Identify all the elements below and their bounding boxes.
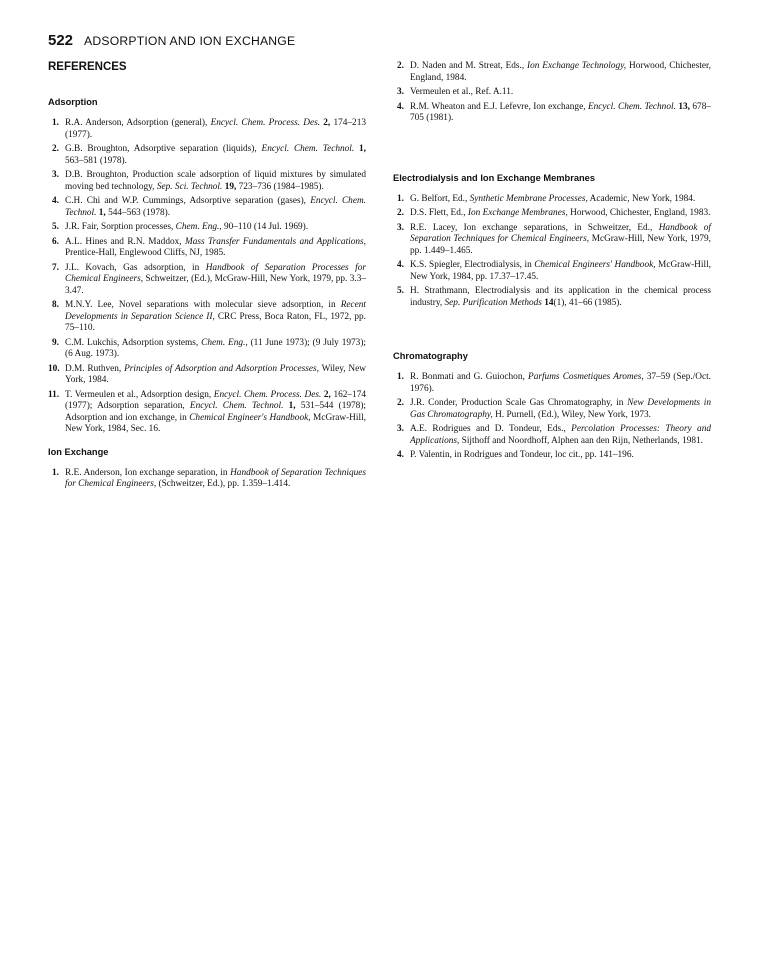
reference-item [393, 223, 711, 258]
reference-item [48, 170, 366, 193]
reference-title: Sep. Purification Methods [444, 297, 542, 308]
reference-item [48, 237, 366, 260]
reference-text: (11 June 1973); (9 July 1973); (6 Aug. 1973). [65, 337, 366, 359]
reference-number: 3. [397, 424, 404, 434]
reference-number: 3. [397, 222, 404, 233]
reference-text: McGraw-Hill, New York, 1984, pp. 17.37–17.45. [410, 260, 711, 282]
reference-text: A.E. Rodrigues and D. Tondeur, Eds., [410, 424, 572, 434]
reference-item [393, 87, 711, 99]
reference-number: 2. [397, 398, 404, 408]
reference-number: 1. [52, 467, 59, 478]
reference-text: C.M. Lukchis, Adsorption systems, [65, 337, 202, 348]
reference-number: 2. [397, 61, 404, 71]
reference-text: 544–563 (1978). [105, 207, 171, 218]
reference-text: H. Purnell, (Ed.), Wiley, New York, 1973. [492, 409, 652, 420]
reference-title: Parfums Cosmetiques Aromes, [528, 372, 644, 382]
reference-text: (Schweitzer, Ed.), pp. 1.359–1.414. [156, 479, 291, 489]
reference-text: R.M. Wheaton and E.J. Lefevre, Ion exchange, [410, 101, 588, 112]
reference-item [48, 390, 366, 436]
reference-item [393, 102, 711, 125]
reference-title: Encycl. Chem. Technol. [189, 401, 284, 411]
reference-item [48, 196, 366, 219]
reference-text: McGraw-Hill, New York, 1979, pp. 1.449–1.465. [410, 234, 711, 256]
reference-text: Horwood, Chichester, England, 1984. [410, 61, 711, 83]
left-column [48, 61, 366, 494]
reference-number: 1. [397, 193, 404, 204]
reference-text: R. Bonmati and G. Guiochon, [410, 372, 529, 382]
reference-number: 4. [52, 196, 59, 206]
references-heading: REFERENCES [48, 61, 127, 73]
reference-text: H. Strathmann, Electrodialysis and its application in the chemical process industry, [410, 286, 711, 308]
reference-item [48, 468, 366, 491]
reference-item [48, 338, 366, 361]
reference-item [393, 194, 711, 206]
reference-volume: 1, [359, 144, 366, 154]
reference-text: D.S. Flett, Ed., [410, 208, 468, 218]
reference-number: 3. [52, 170, 59, 180]
reference-text: Vermeulen et al., Ref. A.11. [410, 87, 514, 97]
reference-title: Mass Transfer Fundamentals and Applications, [184, 236, 366, 247]
running-head [48, 32, 295, 50]
reference-text: 90–110 (14 Jul. 1969). [221, 222, 309, 232]
reference-title: Handbook of Separation Techniques for Chemical Engineers, [410, 222, 711, 244]
reference-text: 37–59 (Sep./Oct. 1976). [410, 372, 711, 394]
reference-number: 5. [52, 222, 59, 232]
reference-title: Encycl. Chem. Technol. [261, 144, 355, 154]
reference-volume: 19, [224, 181, 237, 192]
reference-text: D.B. Broughton, Production scale adsorption of liquid mixtures by simulated moving bed technology, [65, 170, 366, 192]
reference-item [393, 61, 711, 84]
reference-volume: 2, [323, 118, 331, 128]
reference-text: K.S. Spiegler, Electrodialysis, in [410, 260, 535, 270]
reference-item [393, 208, 711, 220]
section-heading-electrodialysis: Electrodialysis and Ion Exchange Membranes [393, 172, 596, 183]
reference-text: T. Vermeulen et al., Adsorption design, [65, 389, 214, 400]
reference-text: Schweitzer, (Ed.), McGraw-Hill, New York, 1979, pp. 3.3–3.47. [65, 274, 366, 296]
ion-exchange-reference-list-continued [393, 61, 711, 125]
reference-number: 10. [48, 363, 60, 374]
reference-number: 7. [52, 262, 59, 273]
reference-title: Ion Exchange Membranes, [467, 208, 568, 218]
right-column [393, 61, 711, 465]
reference-title: Encycl. Chem. Process. Des. [213, 389, 322, 400]
reference-text: CRC Press, Boca Raton, FL, 1972, pp. 75–110. [65, 311, 366, 333]
reference-text: C.H. Chi and W.P. Cummings, Adsorptive separation (gases), [65, 196, 311, 206]
reference-text: J.L. Kovach, Gas adsorption, in [65, 262, 206, 273]
reference-text: Prentice-Hall, Englewood Cliffs, NJ, 1985. [65, 248, 226, 258]
reference-number: 4. [397, 450, 404, 460]
reference-text: P. Valentin, in Rodrigues and Tondeur, loc cit., pp. 141–196. [410, 450, 634, 460]
reference-text: D. Naden and M. Streat, Eds., [410, 61, 528, 71]
reference-text: (1), 41–66 (1985). [553, 297, 622, 308]
reference-item [393, 450, 711, 462]
reference-number: 1. [52, 118, 59, 128]
ion-exchange-reference-list [48, 468, 366, 491]
reference-title: New Developments in Gas Chromatography, [410, 398, 711, 420]
reference-number: 3. [397, 87, 404, 97]
reference-text: Horwood, Chichester, England, 1983. [567, 208, 711, 218]
reference-text: A.L. Hines and R.N. Maddox, [65, 236, 185, 247]
reference-text: 563–581 (1978). [65, 155, 127, 166]
reference-number: 1. [397, 372, 404, 382]
chromatography-reference-list [393, 372, 711, 462]
reference-text: R.E. Lacey, Ion exchange separations, in Schweitzer, Ed., [410, 222, 659, 233]
reference-text: 174–213 (1977). [65, 118, 367, 140]
reference-volume: 1, [98, 207, 106, 218]
section-heading-adsorption: Adsorption [48, 97, 98, 107]
reference-item [48, 263, 366, 298]
reference-text: 162–174 (1977); Adsorption separation, [65, 389, 366, 411]
reference-title: Recent Developments in Separation Science II, [65, 300, 366, 322]
reference-text: J.R. Conder, Production Scale Gas Chromatography, in [410, 398, 628, 408]
reference-item [48, 118, 366, 141]
reference-item [393, 424, 711, 447]
reference-text: Academic, New York, 1984. [587, 193, 696, 204]
running-title: ADSORPTION AND ION EXCHANGE [84, 34, 296, 48]
reference-title: Chemical Engineers' Handbook, [534, 260, 656, 270]
reference-text: R.A. Anderson, Adsorption (general), [65, 118, 211, 128]
reference-text: Wiley, New York, 1984. [65, 363, 366, 385]
reference-number: 4. [397, 260, 404, 270]
reference-number: 2. [52, 144, 59, 154]
reference-item [393, 286, 711, 309]
reference-number: 5. [397, 286, 404, 296]
reference-item [48, 364, 366, 387]
reference-number: 6. [52, 236, 59, 247]
reference-text: 678–705 (1981). [410, 101, 711, 123]
reference-title: Chem. Eng., [175, 222, 222, 232]
reference-text: J.R. Fair, Sorption processes, [65, 222, 176, 232]
reference-text: 723–736 (1984–1985). [236, 181, 324, 192]
reference-number: 9. [52, 337, 59, 348]
reference-volume: 2, [323, 389, 331, 400]
reference-text: 531–544 (1978); Adsorption and ion exchange, in [65, 401, 367, 423]
reference-title: Encycl. Chem. Technol. [587, 101, 676, 112]
reference-title: Handbook of Separation Processes for Chemical Engineers, [65, 262, 366, 284]
reference-volume: 14 [544, 297, 554, 308]
page-number: 522 [48, 32, 74, 49]
reference-item [393, 372, 711, 395]
reference-title: Chemical Engineer's Handbook, [189, 412, 311, 423]
electrodialysis-reference-list [393, 194, 711, 310]
reference-title: Encycl. Chem. Process. Des. [210, 118, 321, 128]
section-heading-chromatography: Chromatography [393, 351, 468, 361]
reference-title: Encycl. Chem. Technol. [65, 196, 366, 218]
reference-item [393, 398, 711, 421]
reference-volume: 13, [678, 101, 690, 112]
adsorption-reference-list [48, 118, 366, 436]
reference-number: 8. [52, 300, 59, 310]
reference-text: Sijthoff and Noordhoff, Alphen aan den Rijn, Netherlands, 1981. [459, 435, 703, 446]
reference-number: 2. [397, 208, 404, 218]
reference-volume: 1, [288, 401, 296, 411]
reference-title: Sep. Sci. Technol. [156, 181, 223, 192]
reference-item [48, 144, 366, 167]
reference-text: G.B. Broughton, Adsorptive separation (liquids), [65, 144, 262, 154]
reference-title: Synthetic Membrane Processes, [469, 193, 588, 204]
reference-title: Ion Exchange Technology, [527, 61, 627, 71]
reference-title: Chem. Eng., [201, 337, 248, 348]
reference-title: Percolation Processes: Theory and Applications, [410, 424, 711, 446]
reference-text: D.M. Ruthven, [65, 363, 125, 374]
reference-text: M.N.Y. Lee, Novel separations with molecular sieve adsorption, in [65, 300, 341, 310]
reference-title: Handbook of Separation Techniques for Chemical Engineers, [65, 467, 366, 489]
reference-item [393, 260, 711, 283]
reference-number: 11. [48, 389, 60, 400]
reference-text: McGraw-Hill, New York, 1984, Sec. 16. [65, 412, 366, 434]
reference-title: Principles of Adsorption and Adsorption Processes, [124, 363, 319, 374]
reference-item [48, 300, 366, 335]
reference-text: R.E. Anderson, Ion exchange separation, in [65, 467, 231, 478]
section-heading-ion-exchange: Ion Exchange [48, 446, 109, 457]
reference-text: G. Belfort, Ed., [410, 193, 470, 204]
reference-item [48, 222, 366, 234]
reference-number: 4. [397, 101, 404, 112]
